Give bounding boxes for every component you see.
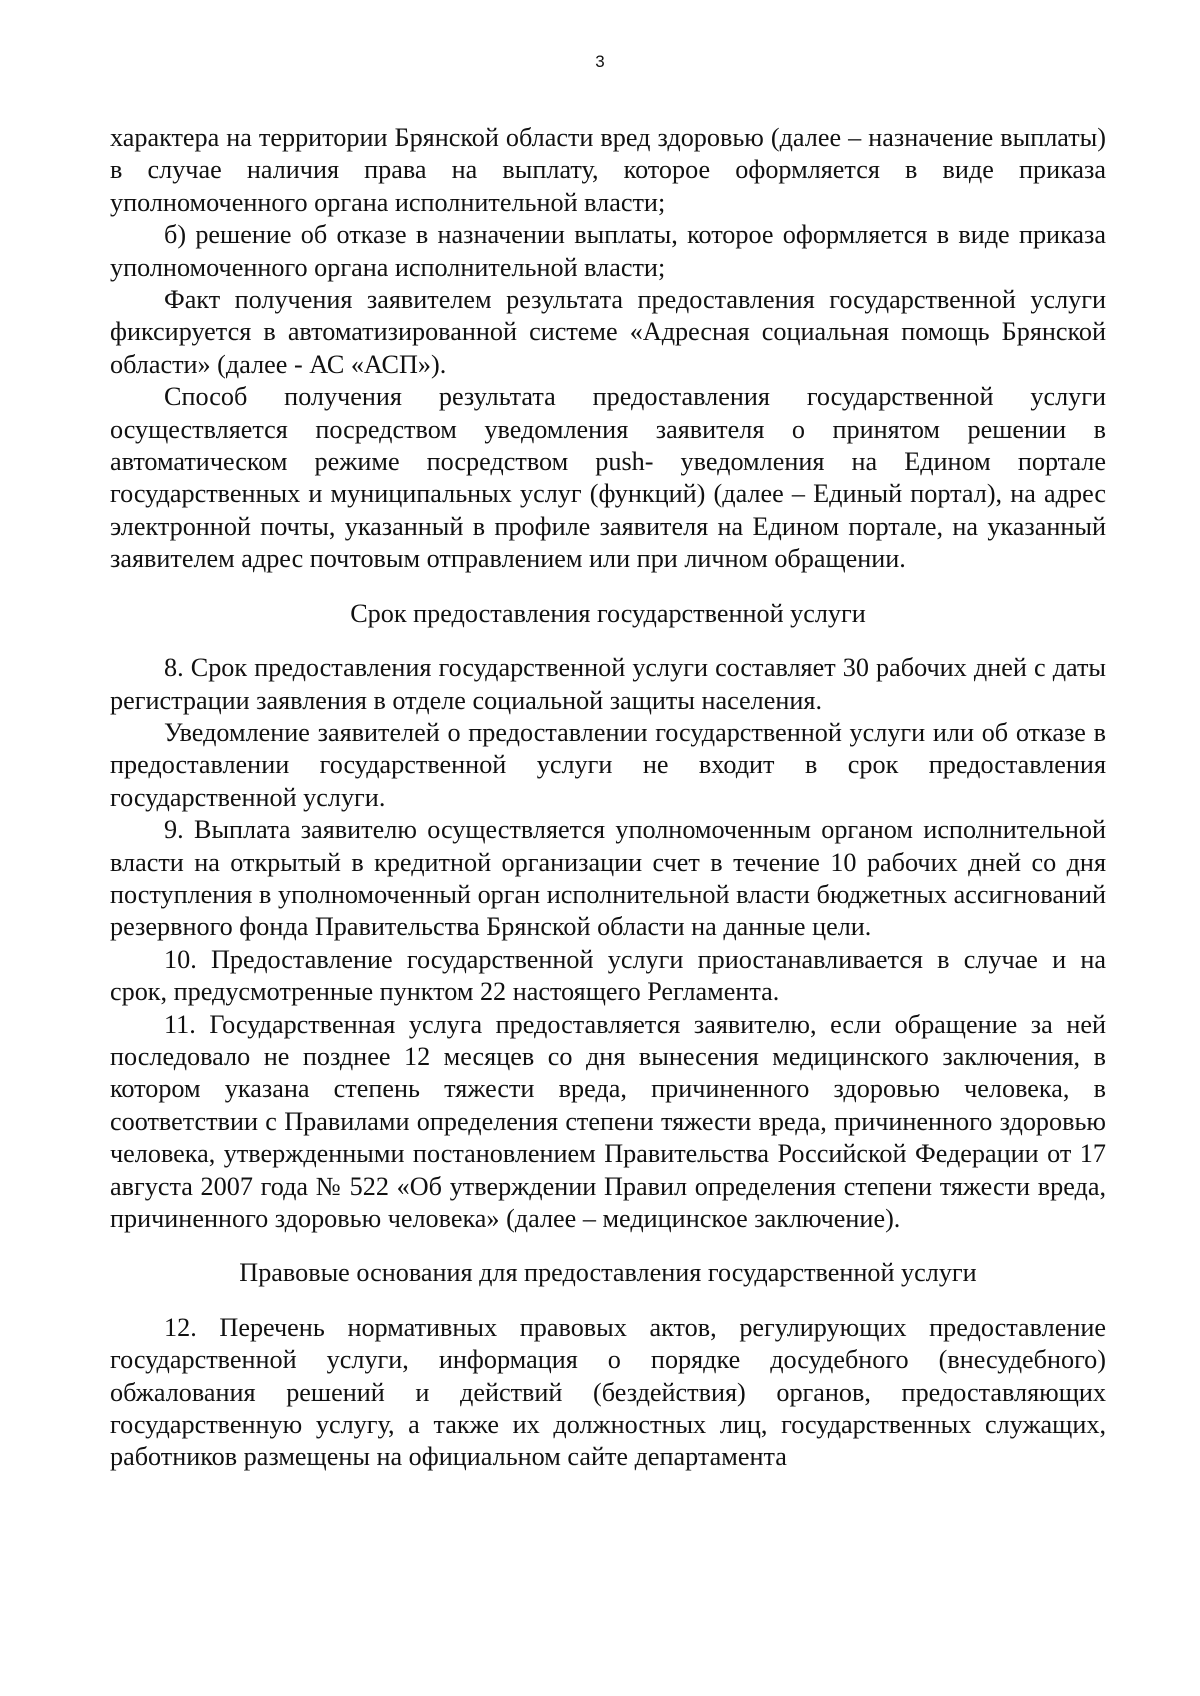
paragraph-item-12: 12. Перечень нормативных правовых актов, регулирующих предоставление государственной услуги, информация о порядке досудебного (внесудебного) обжалования решений и действий (бездействия) органов, предоставляющих государственную услугу, а также их должностных лиц, государственных служащих, работников размещены на официальном сайте департамента — [110, 1312, 1106, 1472]
paragraph-refusal-decision: б) решение об отказе в назначении выплаты, которое оформляется в виде приказа уполномоченного органа исполнительной власти; — [110, 220, 1106, 282]
paragraph-result-method: Способ получения результата предоставления государственной услуги осуществляется посредством уведомления заявителя о принятом решении в автоматическом режиме посредством push- уведомления на Едином портале государственных и муниципальных услуг (функций) (далее – Единый портал), на адрес электронной почты, указанный в профиле заявителя на Едином портале, на указанный заявителем адрес почтовым отправлением или при личном обращении. — [110, 382, 1106, 574]
paragraph-continuation: характера на территории Брянской области вред здоровью (далее – назначение выплаты) в случае наличия права на выплату, которое оформляется в виде приказа уполномоченного органа исполнительной власти; — [110, 123, 1106, 217]
paragraph-item-11: 11. Государственная услуга предоставляется заявителю, если обращение за ней последовало не позднее 12 месяцев со дня вынесения медицинского заключения, в котором указана степень тяжести вреда, причиненного здоровью человека, в соответствии с Правилами определения степени тяжести вреда, причиненного здоровью человека, утвержденными постановлением Правительства Российской Федерации от 17 августа 2007 года № 522 «Об утверждении Правил определения степени тяжести вреда, причиненного здоровью человека» (далее – медицинское заключение). — [110, 1009, 1106, 1233]
document-body — [110, 122, 1106, 1474]
paragraph-result-fact: Факт получения заявителем результата предоставления государственной услуги фиксируется в автоматизированной системе «Адресная социальная помощь Брянской области» (далее - АС «АСП»). — [110, 285, 1106, 379]
paragraph-item-8: 8. Срок предоставления государственной услуги составляет 30 рабочих дней с даты регистрации заявления в отделе социальной защиты населения. — [110, 653, 1106, 715]
paragraph-notification: Уведомление заявителей о предоставлении государственной услуги или об отказе в предоставлении государственной услуги не входит в срок предоставления государственной услуги. — [110, 717, 1106, 812]
section-heading-term: Срок предоставления государственной услуги — [350, 598, 866, 628]
page-number: 3 — [595, 52, 605, 71]
paragraph-item-10: 10. Предоставление государственной услуги приостанавливается в случае и на срок, предусмотренные пунктом 22 настоящего Регламента. — [110, 944, 1106, 1007]
section-heading-legal: Правовые основания для предоставления государственной услуги — [239, 1258, 977, 1288]
paragraph-item-9: 9. Выплата заявителю осуществляется уполномоченным органом исполнительной власти на открытый в кредитной организации счет в течение 10 рабочих дней со дня поступления в уполномоченный орган исполнительной власти бюджетных ассигнований резервного фонда Правительства Брянской области на данные цели. — [110, 815, 1106, 942]
